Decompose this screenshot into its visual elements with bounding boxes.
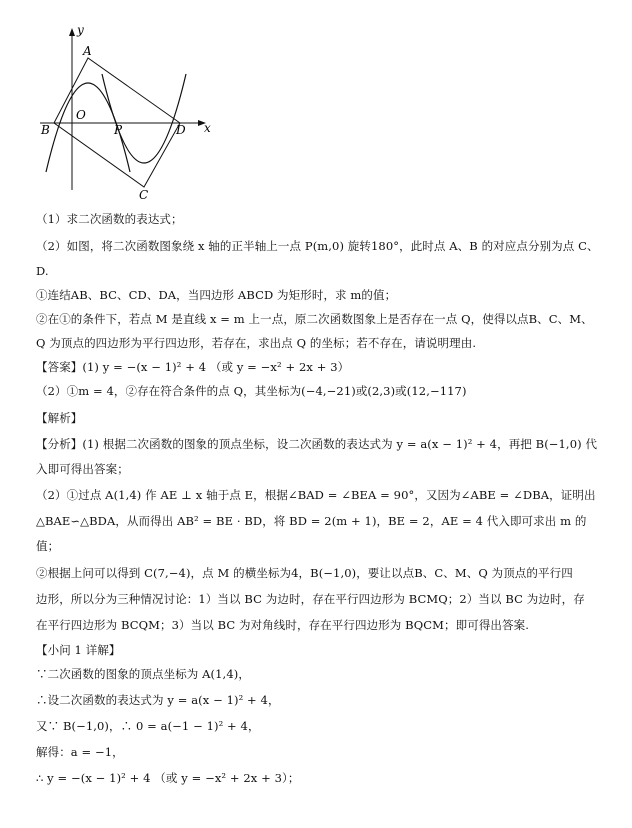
analysis-line-3: （2）①过点 A(1,4) 作 AE ⊥ x 轴于点 E，根据∠BAD = ∠BEA = 90°，又因为∠ABE = ∠DBA，证明出 [36,488,596,502]
detail-heading: 【小问 1 详解】 [36,643,121,657]
rotated-parabola [102,74,186,163]
answer-line-2: （2）①m = 4，②存在符合条件的点 Q，其坐标为(−4,−21)或(2,3)或(12,−117) [36,384,467,398]
question-part-1: （1）求二次函数的表达式； [36,212,183,226]
question-sub-2-line-2: Q 为顶点的四边形为平行四边形，若存在，求出点 Q 的坐标；若不存在，请说明理由. [36,336,477,350]
point-a-label: A [83,44,92,58]
y-axis-arrow [69,28,75,36]
point-d-label: D [176,123,186,137]
analysis-line-6: ②根据上问可以得到 C(7,−4)，点 M 的横坐标为4，B(−1,0)，要让以点B、C、M、Q 为顶点的平行四 [36,566,573,580]
point-o-label: O [76,108,86,122]
detail-line-4: 解得：a = −1， [36,745,124,759]
question-sub-2-line-1: ②在①的条件下，若点 M 是直线 x = m 上一点，原二次函数图象上是否存在一点 Q，使得以点B、C、M、 [36,312,593,326]
analysis-line-7: 边形，所以分为三种情况讨论：1）当以 BC 为边时，存在平行四边形为 BCMQ；2）当以 BC 为边时，存 [36,592,585,606]
analysis-line-5: 值； [36,539,60,553]
analysis-line-2: 入即可得出答案； [36,462,129,476]
analysis-line-1: 【分析】(1) 根据二次函数的图象的顶点坐标，设二次函数的表达式为 y = a(x − 1)² + 4，再把 B(−1,0) 代 [36,437,598,451]
point-p-label: P [114,123,123,137]
question-part-2-line-2: D. [36,264,49,278]
detail-line-3: 又∵ B(−1,0)，∴ 0 = a(−1 − 1)² + 4， [36,719,260,733]
answer-line-1: 【答案】(1) y = −(x − 1)² + 4 （或 y = −x² + 2x + 3） [36,360,350,374]
detail-line-1: ∵二次函数的图象的顶点坐标为 A(1,4)， [36,667,250,681]
question-sub-1: ①连结AB、BC、CD、DA，当四边形 ABCD 为矩形时，求 m的值； [36,288,397,302]
detail-line-2: ∴设二次函数的表达式为 y = a(x − 1)² + 4， [36,693,280,707]
analysis-line-4: △BAE∽△BDA，从而得出 AB² = BE · BD，将 BD = 2(m + 1)，BE = 2，AE = 4 代入即可求出 m 的 [36,514,587,528]
parabola-rectangle-figure [36,22,226,202]
analysis-heading: 【解析】 [36,411,83,425]
question-part-2-line-1: （2）如图，将二次函数图象绕 x 轴的正半轴上一点 P(m,0) 旋转180°，此时点 A、B 的对应点分别为点 C、 [36,239,599,253]
analysis-line-8: 在平行四边形为 BCQM；3）当以 BC 为对角线时，存在平行四边形为 BQCM；即可得出答案. [36,618,529,632]
detail-line-5: ∴ y = −(x − 1)² + 4 （或 y = −x² + 2x + 3）； [36,771,300,785]
point-b-label: B [41,123,50,137]
y-axis-label: y [77,23,84,37]
x-axis-label: x [204,121,211,135]
point-c-label: C [139,188,149,202]
